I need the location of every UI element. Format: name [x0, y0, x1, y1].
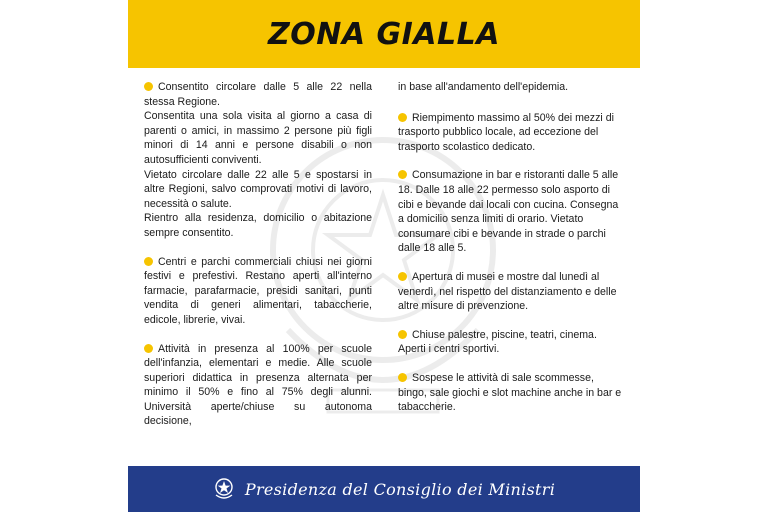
header-banner	[128, 0, 640, 68]
rule-text: Apertura di musei e mostre dal lunedì al venerdì, nel rispetto del distanziamento e delle altre misure di prevenzione.	[398, 270, 617, 313]
rule-block-betting	[398, 371, 624, 415]
rule-block-schools	[144, 342, 372, 430]
right-column	[398, 80, 624, 429]
page-title: ZONA GIALLA	[268, 16, 500, 52]
rule-block-bars	[398, 168, 624, 256]
rule-block-gyms	[398, 328, 624, 357]
footer-title: Presidenza del Consiglio dei Ministri	[244, 479, 556, 499]
yellow-dot-icon	[398, 330, 407, 339]
italian-republic-emblem-icon	[213, 477, 235, 501]
left-column	[144, 80, 372, 443]
yellow-dot-icon	[144, 257, 153, 266]
yellow-dot-icon	[144, 344, 153, 353]
yellow-dot-icon	[398, 113, 407, 122]
rule-text: Riempimento massimo al 50% dei mezzi di trasporto pubblico locale, ad eccezione del trasporto scolastico dedicato.	[398, 111, 614, 153]
rule-block-commerce	[144, 255, 372, 328]
footer-banner	[128, 466, 640, 512]
rule-text: Consentito circolare dalle 5 alle 22 nella stessa Regione.	[144, 81, 372, 108]
yellow-dot-icon	[398, 373, 407, 382]
rule-text: Attività in presenza al 100% per scuole dell'infanzia, elementari e medie. Alle scuole superiori didattica in presenza alternata per minimo il 50% e fino al 75% degli alunni. Università aperte/chiuse su autonoma decisione,	[144, 342, 372, 428]
yellow-dot-icon	[398, 272, 407, 281]
rule-text: Vietato circolare dalle 22 alle 5 e spostarsi in altre Regioni, salvo comprovati motivi di lavoro, necessità o salute.	[144, 168, 372, 210]
rule-text: Rientro alla residenza, domicilio o abitazione sempre consentito.	[144, 212, 372, 239]
rule-text: Chiuse palestre, piscine, teatri, cinema. Aperti i centri sportivi.	[398, 328, 597, 356]
rule-block-transport	[398, 111, 624, 155]
yellow-dot-icon	[398, 170, 407, 179]
rule-block-circulation	[144, 80, 372, 241]
rule-text: Consumazione in bar e ristoranti dalle 5 alle 18. Dalle 18 alle 22 permesso solo asporto di cibi e bevande dai locali con cucina. Consegna a domicilio senza limiti di orario. Vietato consumare cibi e bevande in strade o parchi dalle 18 alle 5.	[398, 169, 619, 255]
rule-text: Consentita una sola visita al giorno a casa di parenti o amici, in massimo 2 persone più figli minori di 14 anni e persone disabili o non autosufficienti conviventi.	[144, 110, 372, 166]
rule-text: Sospese le attività di sale scommesse, bingo, sale giochi e slot machine anche in bar e tabaccherie.	[398, 371, 622, 414]
rule-block-museums	[398, 270, 624, 314]
info-card	[128, 0, 640, 512]
yellow-dot-icon	[144, 82, 153, 91]
rule-text: Centri e parchi commerciali chiusi nei giorni festivi e prefestivi. Restano aperti all'interno farmacie, parafarmacie, presidi sanitari, punti vendita di generi alimentari, tabaccherie, edicole, librerie, vivai.	[144, 255, 372, 326]
rule-text-continuation: in base all'andamento dell'epidemia.	[398, 81, 569, 93]
